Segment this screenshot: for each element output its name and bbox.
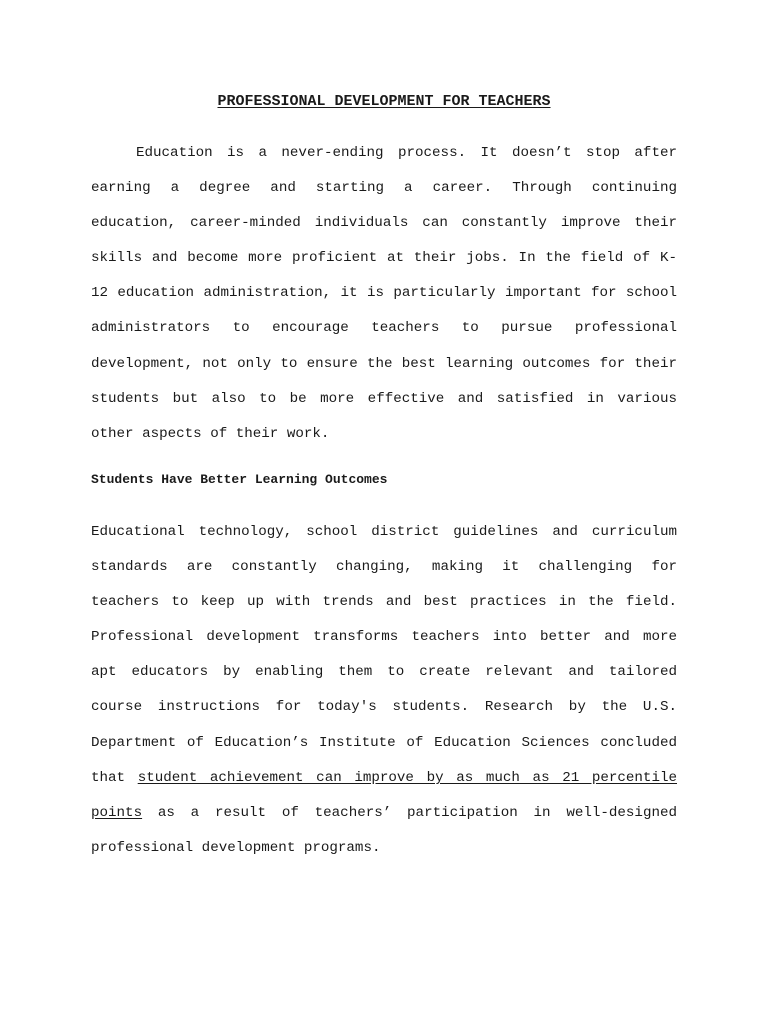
research-link[interactable]: student achievement can improve by as much as 21 percentile points xyxy=(91,769,677,821)
document-page xyxy=(91,0,677,1024)
document-title: PROFESSIONAL DEVELOPMENT FOR TEACHERS xyxy=(217,93,551,110)
section-paragraph xyxy=(91,515,677,866)
intro-paragraph: Education is a never-ending process. It doesn’t stop after earning a degree and starting a career. Through continuing education, career-minded individuals can constantly improve their skills and become more proficient at their jobs. In the field of K-12 education administration, it is particularly important for school administrators to encourage teachers to pursue professional development, not only to ensure the best learning outcomes for their students but also to be more effective and satisfied in various other aspects of their work. xyxy=(91,145,677,442)
section-paragraph-text-after-link: as a result of teachers’ participation in well-designed professional development programs. xyxy=(91,804,677,856)
section-paragraph-text-before-link: Educational technology, school district guidelines and curriculum standards are constantly changing, making it challenging for teachers to keep up with trends and best practices in the field. Professional development transforms teachers into better and more apt educators by enabling them to create relevant and tailored course instructions for today's students. Research by the U.S. Department of Education’s Institute of Education Sciences concluded that xyxy=(91,524,677,786)
section-heading: Students Have Better Learning Outcomes xyxy=(91,472,388,487)
